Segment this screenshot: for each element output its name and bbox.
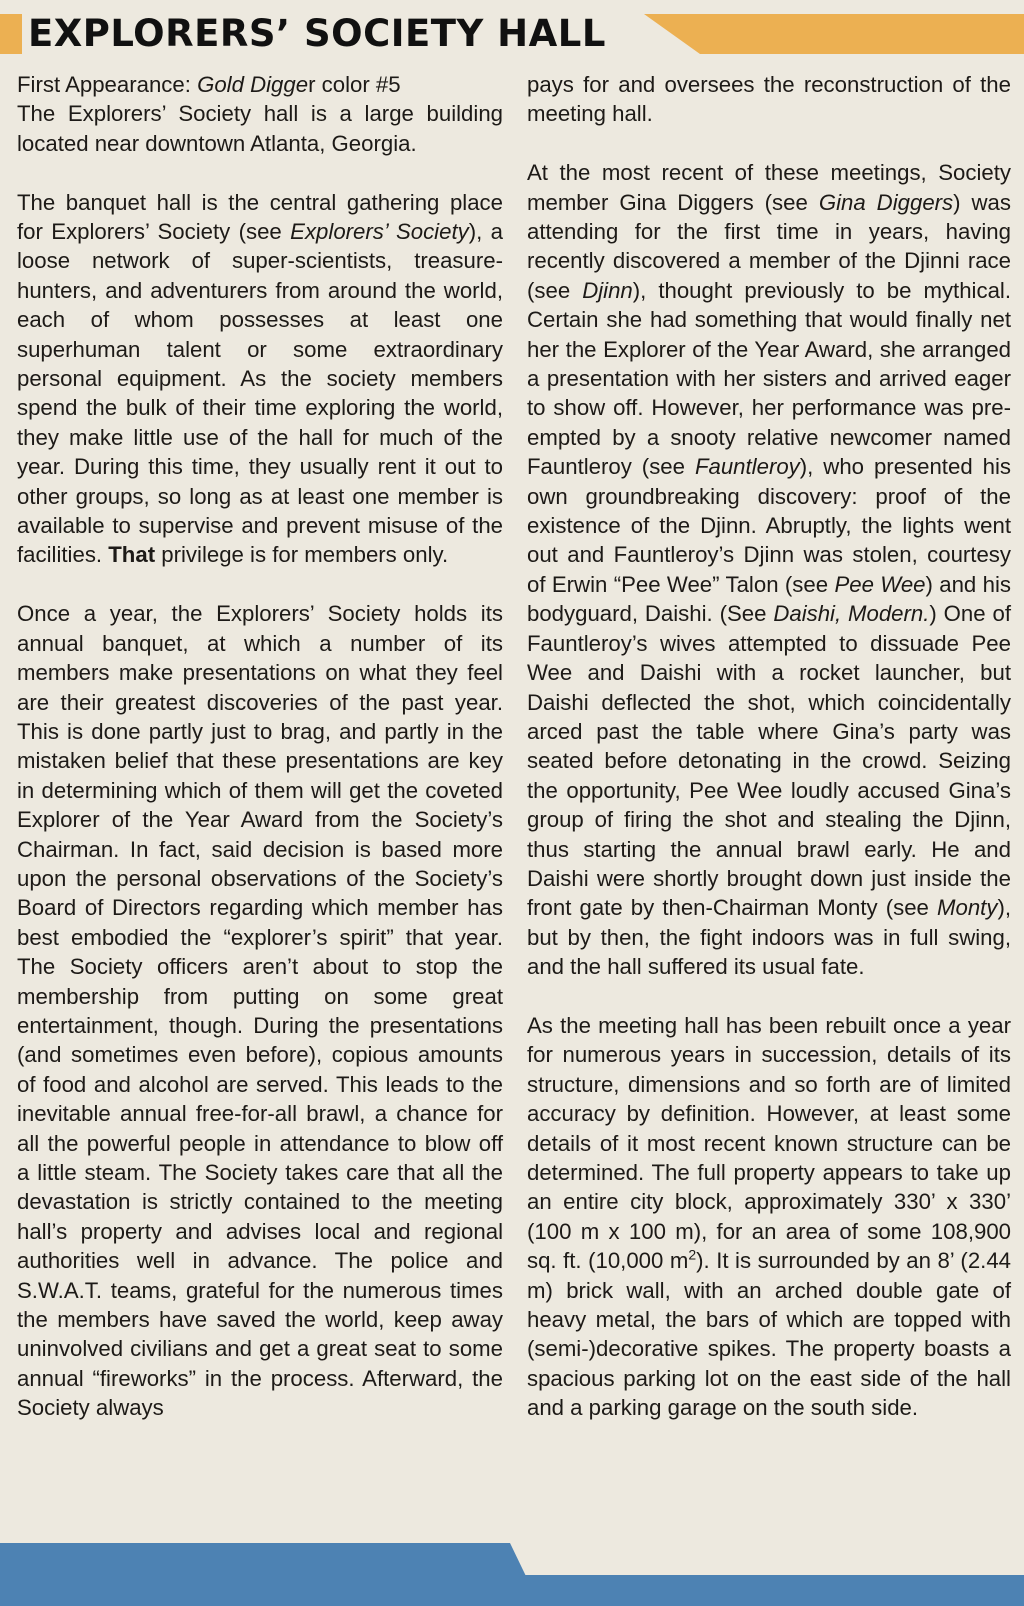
cross-reference: Fauntleroy	[694, 454, 800, 480]
text-run: At the most recent of these meetings, Society member Gina Diggers (see	[527, 160, 1011, 215]
text-run: ), but by then, the fight indoors was in full swing, and the hall suffered its usual fate.	[527, 895, 1011, 980]
cross-reference: Pee Wee	[834, 571, 926, 597]
first-appearance	[17, 70, 503, 99]
text-run: As the meeting hall has been rebuilt once a year for numerous years in succession, details of its structure, dimensions and so forth are of limited accuracy by definition. However, at least some details of it most recent known structure can be determined. The full property appears to take up an entire city block, approximately 330’ x 330’ (100 m x 100 m), for an area of some 108,900 sq. ft. (10,000 m	[527, 1012, 1011, 1274]
text-run: ) and his bodyguard, Daishi. (See	[527, 571, 1011, 627]
text-run: ) was attending for the first time in years, having recently discovered a member of the Djinni race (see	[527, 189, 1011, 303]
paragraph-reconstruction: pays for and oversees the reconstruction of the meeting hall.	[527, 72, 1011, 127]
title-banner-tab	[0, 14, 22, 54]
right-column	[527, 70, 1011, 1423]
cross-reference: Monty	[937, 895, 998, 921]
text-run: ), thought previously to be mythical. Certain she had something that would finally net her the Explorer of the Year Award, she arranged a presentation with her sisters and arrived eager to show off. However, her performance was pre-empted by a snooty relative newcomer named Fauntleroy (see	[527, 277, 1012, 480]
text-run: ). It is surrounded by an 8’ (2.44 m) brick wall, with an arched double gate of heavy metal, the bars of which are topped with (semi-)decorative spikes. The property boasts a spacious parking lot on the east side of the hall and a parking garage on the south side.	[527, 1248, 1011, 1421]
cross-reference: Gina Diggers	[818, 189, 954, 215]
cross-reference: Explorers’ Society	[290, 219, 469, 245]
text-run: privilege is for members only.	[155, 542, 449, 568]
first-appearance-series: Gold Digge	[197, 72, 309, 97]
paragraph-recent-meeting	[527, 158, 1011, 981]
paragraph-banquet-hall	[17, 188, 503, 570]
page-title: EXPLORERS’ SOCIETY HALL	[28, 12, 606, 55]
paragraph-annual-banquet: Once a year, the Explorers’ Society holds its annual banquet, at which a number of its members make presentations on what they feel are their greatest discoveries of the past year. This is done partly just to brag, and partly in the mistaken belief that these presentations are key in determining which of them will get the coveted Explorer of the Year Award from the Society’s Chairman. In fact, said decision is based more upon the personal observations of the Society’s Board of Directors regarding which member has best embodied the “explorer’s spirit” that year. The Society officers aren’t about to stop the membership from putting on some great entertainment, though. During the presentations (and sometimes even before), copious amounts of food and alcohol are served. This leads to the inevitable annual free-for-all brawl, a chance for all the powerful people in attendance to blow off a little steam. The Society takes care that all the devastation is strictly contained to the meeting hall’s property and advises local and regional authorities well in advance. The police and S.W.A.T. teams, grateful for the numerous times the members have saved the world, keep away uninvolved civilians and get a great seat to some annual “fireworks” in the process. Afterward, the Society always	[17, 601, 503, 1421]
first-appearance-issue: r color #5	[308, 72, 401, 97]
paragraph-structure	[527, 1011, 1011, 1423]
text-run: ), a loose network of super-scientists, treasure-hunters, and adventurers from around the world, each of whom possesses at least one superhuman talent or some extraordinary personal equipment. As the society members spend the bulk of their time exploring the world, they make little use of the hall for much of the year. During this time, they usually rent it out to other groups, so long as at least one member is available to supervise and prevent misuse of the facilities.	[17, 219, 503, 568]
first-appearance-label: First Appearance:	[17, 72, 198, 97]
left-column	[17, 70, 503, 1452]
cross-reference: Daishi, Modern.	[773, 601, 930, 627]
cross-reference: Djinn	[582, 277, 633, 303]
text-run: ), who presented his own groundbreaking discovery: proof of the existence of the Djinn. Abruptly, the lights went out and Fauntleroy’s Djinn was stolen, courtesy of Erwin “Pee Wee” Talon (see	[527, 454, 1011, 597]
emphasis-bold: That	[108, 542, 156, 568]
text-run: ) One of Fauntleroy’s wives attempted to dissuade Pee Wee and Daishi with a rocket launcher, but Daishi deflected the shot, which coincidentally arced past the table where Gina’s party was seated before detonating in the crowd. Seizing the opportunity, Pee Wee loudly accused Gina’s group of firing the shot and stealing the Djinn, thus starting the annual brawl early. He and Daishi were shortly brought down just inside the front gate by then-Chairman Monty (see	[527, 601, 1011, 921]
superscript: 2	[688, 1246, 697, 1263]
paragraph-location: The Explorers’ Society hall is a large building located near downtown Atlanta, Georgia.	[17, 101, 503, 156]
footer-banner-notch	[510, 1543, 1024, 1575]
text-run: The banquet hall is the central gathering place for Explorers’ Society (see	[17, 189, 503, 245]
